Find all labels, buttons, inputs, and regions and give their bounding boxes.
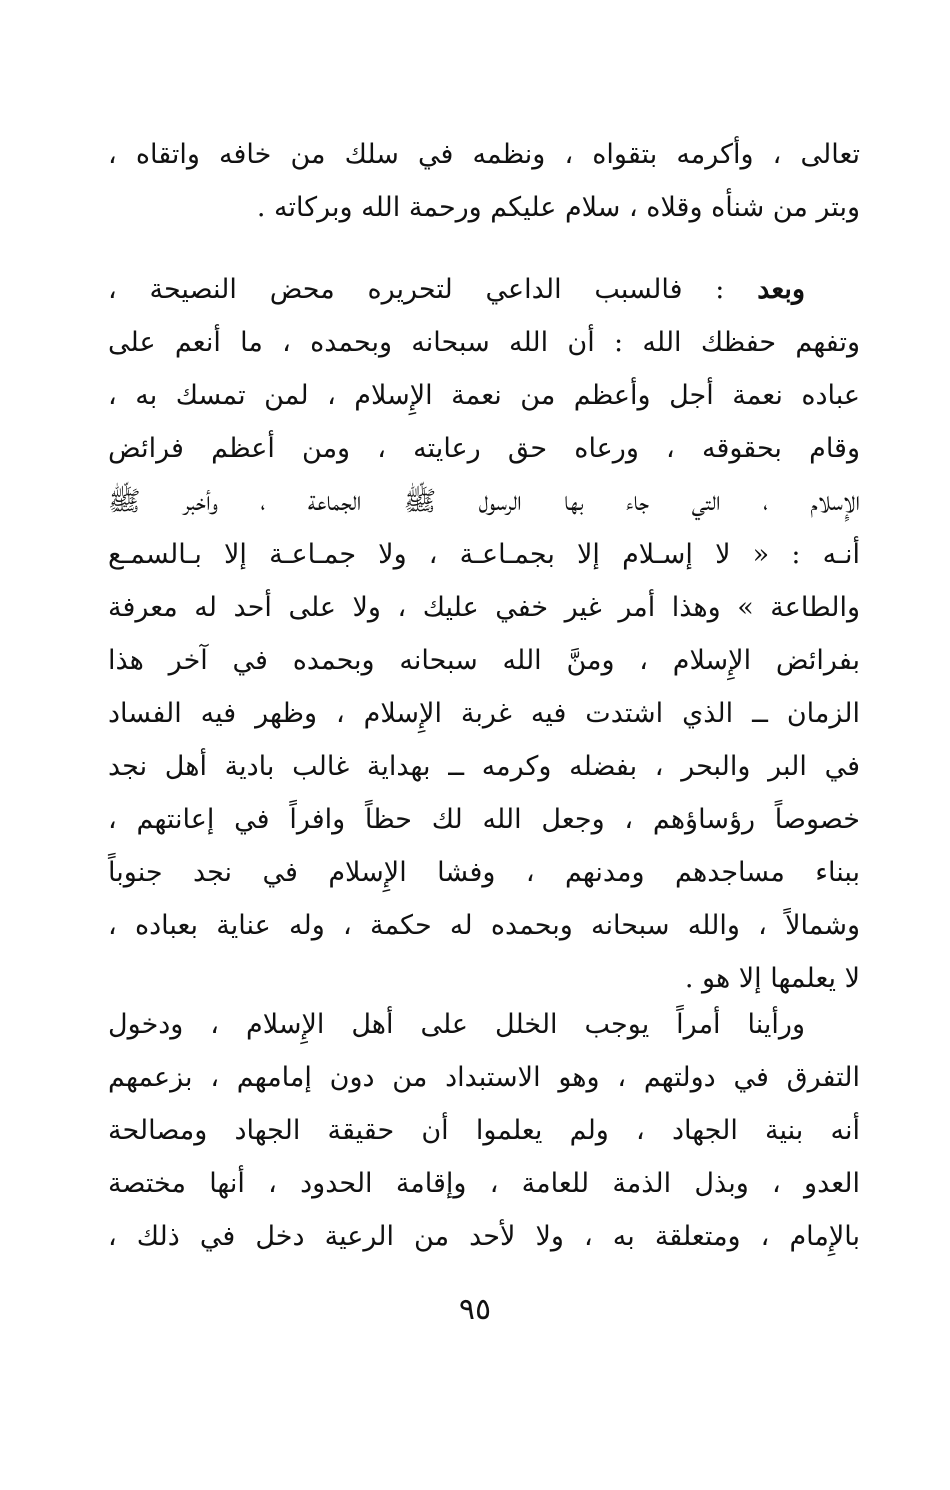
text-line: تعالى ، وأكرمه بتقواه ، ونظمه في سلك من خافه واتقاه ، (108, 139, 860, 170)
text-line: عباده نعمة أجل وأعظم من نعمة الإِسلام ، لمن تمسك به ، (108, 380, 860, 411)
text-line: ورأينا أمراً يوجب الخلل على أهل الإِسلام ، ودخول (108, 1009, 805, 1040)
page-number: ٩٥ (458, 1292, 492, 1327)
text-line: أنـه : « لا إسـلام إلا بجمـاعـة ، ولا جمـاعـة إلا بـالسمـع (108, 539, 860, 570)
text-line: الإِسلام ، التي جاء بها الرسول ﷺ الجماعة ، وأخبر ﷺ (108, 486, 860, 517)
text-line: وتفهم حفظك الله : أن الله سبحانه وبحمده ، ما أنعم على (108, 327, 860, 358)
text-line: خصوصاً رؤساؤهم ، وجعل الله لك حظاً وافراً في إعانتهم ، (108, 804, 860, 835)
text-line: أنه بنية الجهاد ، ولم يعلموا أن حقيقة الجهاد ومصالحة (108, 1115, 860, 1146)
text-line: في البر والبحر ، بفضله وكرمه ــ بهداية غالب بادية أهل نجد (108, 751, 860, 782)
paragraph-2 (108, 263, 860, 1005)
text-line: والطاعة » وهذا أمر غير خفي عليك ، ولا على أحد له معرفة (108, 592, 860, 623)
text-line: لا يعلمها إلا هو . (684, 963, 860, 994)
text-line: التفرق في دولتهم ، وهو الاستبداد من دون إمامهم ، بزعمهم (108, 1062, 860, 1093)
paragraph-3 (108, 998, 860, 1263)
text-line: بفرائض الإِسلام ، ومنَّ الله سبحانه وبحمده في آخر هذا (108, 645, 860, 676)
text-line: وبتر من شنأه وقلاه ، سلام عليكم ورحمة الله وبركاته . (256, 192, 860, 223)
text-line: العدو ، وبذل الذمة للعامة ، وإقامة الحدود ، أنها مختصة (108, 1168, 860, 1199)
text-line-rest: : فالسبب الداعي لتحريره محض النصيحة ، (108, 274, 758, 305)
text-line (108, 263, 860, 316)
text-line: وشمالاً ، والله سبحانه وبحمده له حكمة ، وله عناية بعباده ، (108, 910, 860, 941)
text-line: ببناء مساجدهم ومدنهم ، وفشا الإِسلام في نجد جنوباً (108, 857, 860, 888)
text-line: بالإِمام ، ومتعلقة به ، ولا لأحد من الرعية دخل في ذلك ، (108, 1221, 860, 1252)
paragraph-1 (108, 128, 860, 234)
text-line: وقام بحقوقه ، ورعاه حق رعايته ، ومن أعظم فرائض (108, 433, 860, 464)
text-line: الزمان ــ الذي اشتدت فيه غربة الإِسلام ، وظهر فيه الفساد (108, 698, 860, 729)
lead-word: وبعد (757, 274, 805, 305)
